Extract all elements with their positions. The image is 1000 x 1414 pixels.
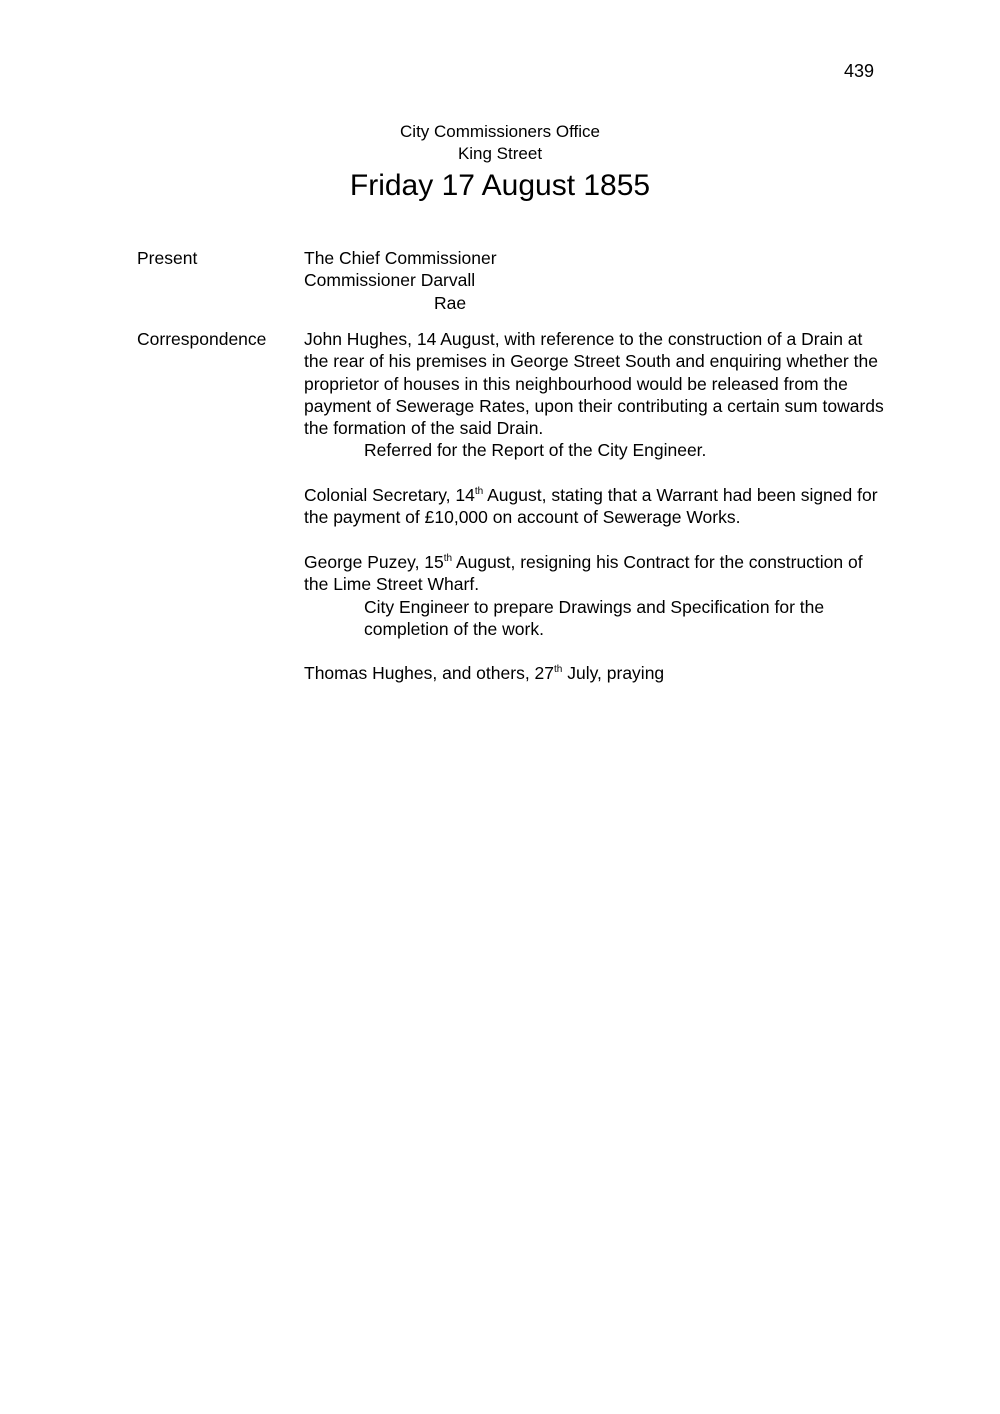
correspondence-item-puzey xyxy=(304,551,944,640)
letter-line: John Hughes, 14 August, with reference to the construction of a Drain at xyxy=(304,329,863,349)
letter-line: George Puzey, 15th August, resigning his Contract for the construction of xyxy=(304,551,863,572)
meeting-date: Friday 17 August 1855 xyxy=(349,169,651,202)
correspondence-item-hughes xyxy=(304,328,944,462)
letter-line: the rear of his premises in George Street South and enquiring whether the xyxy=(304,351,878,372)
present-list xyxy=(304,247,944,314)
correspondence-list xyxy=(304,328,944,685)
present-member: Rae xyxy=(434,292,467,313)
correspondence-label: Correspondence xyxy=(137,329,267,349)
resolution: Referred for the Report of the City Engineer. xyxy=(364,440,707,461)
present-member: The Chief Commissioner xyxy=(304,248,497,268)
letter-line: Colonial Secretary, 14th August, stating that a Warrant had been signed for xyxy=(304,485,878,506)
letter-line: the Lime Street Wharf. xyxy=(304,574,480,595)
present-label: Present xyxy=(137,248,198,268)
page-header xyxy=(0,121,1000,205)
present-member: Commissioner Darvall xyxy=(304,270,476,291)
correspondence-item-thomas-hughes xyxy=(304,662,944,684)
letter-line: the formation of the said Drain. xyxy=(304,418,544,439)
page-number: 439 xyxy=(844,61,875,81)
letter-line: proprietor of houses in this neighbourhood would be released from the xyxy=(304,373,848,394)
street-name: King Street xyxy=(457,144,543,163)
correspondence-item-colonial-secretary xyxy=(304,484,944,529)
letter-line: the payment of £10,000 on account of Sewerage Works. xyxy=(304,507,741,528)
resolution: City Engineer to prepare Drawings and Specification for the xyxy=(364,596,825,617)
resolution: completion of the work. xyxy=(364,618,544,639)
letter-line: Thomas Hughes, and others, 27th July, praying xyxy=(304,663,665,684)
office-name: City Commissioners Office xyxy=(400,122,600,141)
letter-line: payment of Sewerage Rates, upon their contributing a certain sum towards xyxy=(304,395,884,416)
